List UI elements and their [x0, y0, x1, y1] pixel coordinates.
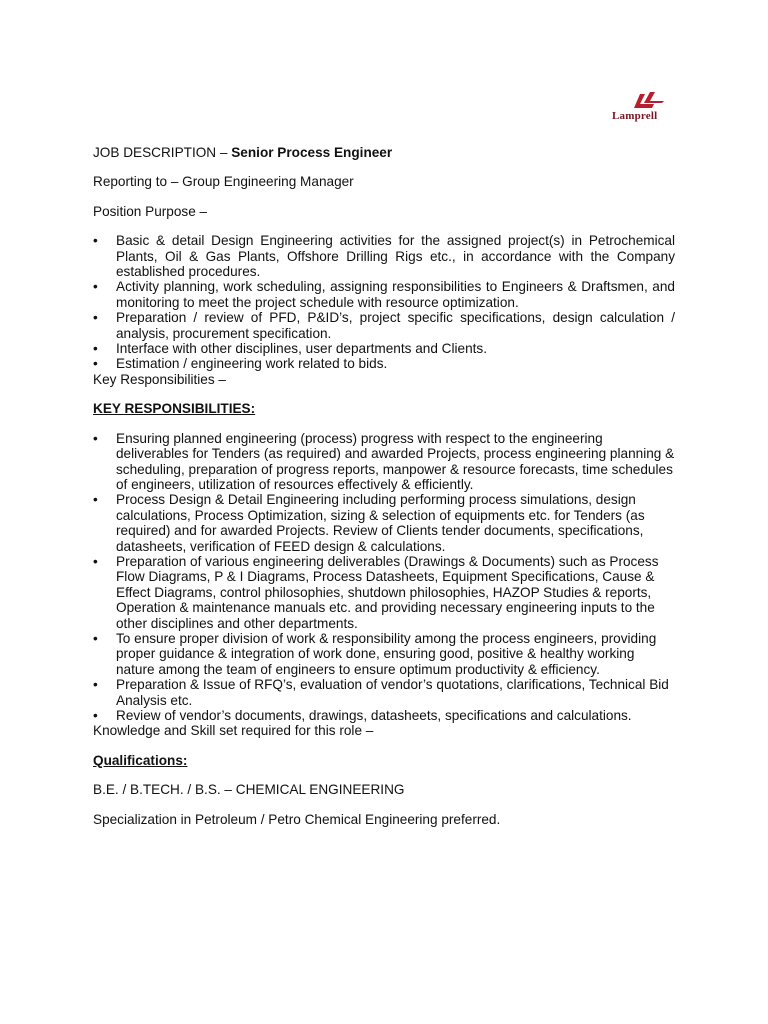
- logo-wordmark: Lamprell: [612, 110, 658, 122]
- list-item: [93, 492, 675, 554]
- list-item-text: Basic & detail Design Engineering activities for the assigned project(s) in Petrochemical Plants, Oil & Gas Plants, Offshore Drilling Rigs etc., in accordance with the Company established procedures.: [116, 233, 675, 280]
- list-item: [93, 356, 675, 371]
- document-body: [93, 145, 675, 827]
- list-item-text: Preparation & Issue of RFQ’s, evaluation of vendor’s quotations, clarifications, Technical Bid Analysis etc.: [116, 677, 669, 708]
- specialization-requirement: Specialization in Petroleum / Petro Chemical Engineering preferred.: [93, 811, 501, 827]
- page-title: [93, 145, 675, 160]
- list-item-text: Process Design & Detail Engineering including performing process simulations, design calculations, Process Optimization, sizing & selection of equipments etc. for Tenders (as required) and for awarded Projects. Review of Clients tender documents, specifications, datasheets, verification of FEED design & calculations.: [116, 492, 645, 554]
- list-item: [93, 341, 675, 356]
- position-purpose-heading: Position Purpose –: [93, 203, 208, 219]
- degree-requirement: B.E. / B.TECH. / B.S. – CHEMICAL ENGINEERING: [93, 782, 405, 798]
- lamprell-logo-mark-icon: [624, 92, 672, 110]
- list-item: [93, 279, 675, 310]
- qualifications-heading: [93, 753, 675, 768]
- bullet-icon: •: [93, 708, 98, 723]
- list-item: [93, 554, 675, 631]
- qualifications-heading-colon: :: [182, 752, 188, 768]
- knowledge-skills-line: Knowledge and Skill set required for this role –: [93, 723, 374, 739]
- bullet-icon: •: [93, 356, 98, 372]
- key-responsibilities-heading: KEY RESPONSIBILITIES:: [93, 401, 256, 417]
- list-item: [93, 708, 675, 723]
- bullet-icon: •: [93, 341, 98, 357]
- key-responsibilities-list: [93, 431, 675, 724]
- bullet-icon: •: [93, 310, 98, 326]
- list-item-text: Estimation / engineering work related to bids.: [116, 356, 388, 372]
- list-item-text: Preparation / review of PFD, P&ID’s, project specific specifications, design calculation / analysis, procurement specification.: [116, 310, 675, 341]
- list-item-text: Ensuring planned engineering (process) progress with respect to the engineering deliverables for Tenders (as required) and awarded Projects, process engineering planning & scheduling, preparation of progress reports, manpower & resource forecasts, time schedules of engineers, utilization of resources effectively & efficiently.: [116, 430, 675, 492]
- list-item-text: Interface with other disciplines, user departments and Clients.: [116, 341, 487, 357]
- bullet-icon: •: [93, 492, 98, 508]
- bullet-icon: •: [93, 630, 98, 646]
- reporting-line: Reporting to – Group Engineering Manager: [93, 174, 354, 190]
- list-item-text: Activity planning, work scheduling, assigning responsibilities to Engineers & Draftsmen, and monitoring to meet the project schedule with resource optimization.: [116, 279, 675, 310]
- list-item: [93, 233, 675, 279]
- list-item-text: To ensure proper division of work & responsibility among the process engineers, providing proper guidance & integration of work done, ensuring good, positive & healthy working nature among the team of engineers to ensure optimum productivity & efficiency.: [116, 630, 657, 677]
- list-item: [93, 431, 675, 493]
- bullet-icon: •: [93, 233, 98, 249]
- bullet-icon: •: [93, 553, 98, 569]
- bullet-icon: •: [93, 677, 98, 693]
- bullet-icon: •: [93, 430, 98, 446]
- title-prefix: JOB DESCRIPTION –: [93, 145, 232, 160]
- company-logo: [612, 92, 674, 124]
- title-role: Senior Process Engineer: [231, 145, 393, 160]
- list-item-text: Preparation of various engineering deliverables (Drawings & Documents) such as Process Flow Diagrams, P & I Diagrams, Process Datasheets, Equipment Specifications, Cause & Effect Diagrams, control philosophies, shutdown philosophies, HAZOP Studies & reports, Operation & maintenance manuals etc. and providing necessary engineering inputs to the other disciplines and other departments.: [116, 553, 659, 631]
- qualifications-heading-text: Qualifications: [93, 752, 183, 768]
- list-item-text: Review of vendor’s documents, drawings, datasheets, specifications and calculations.: [116, 708, 632, 723]
- list-item: [93, 677, 675, 708]
- position-purpose-list: [93, 233, 675, 372]
- list-item: [93, 310, 675, 341]
- list-item: [93, 631, 675, 677]
- key-responsibilities-label: Key Responsibilities –: [93, 371, 226, 387]
- bullet-icon: •: [93, 279, 98, 295]
